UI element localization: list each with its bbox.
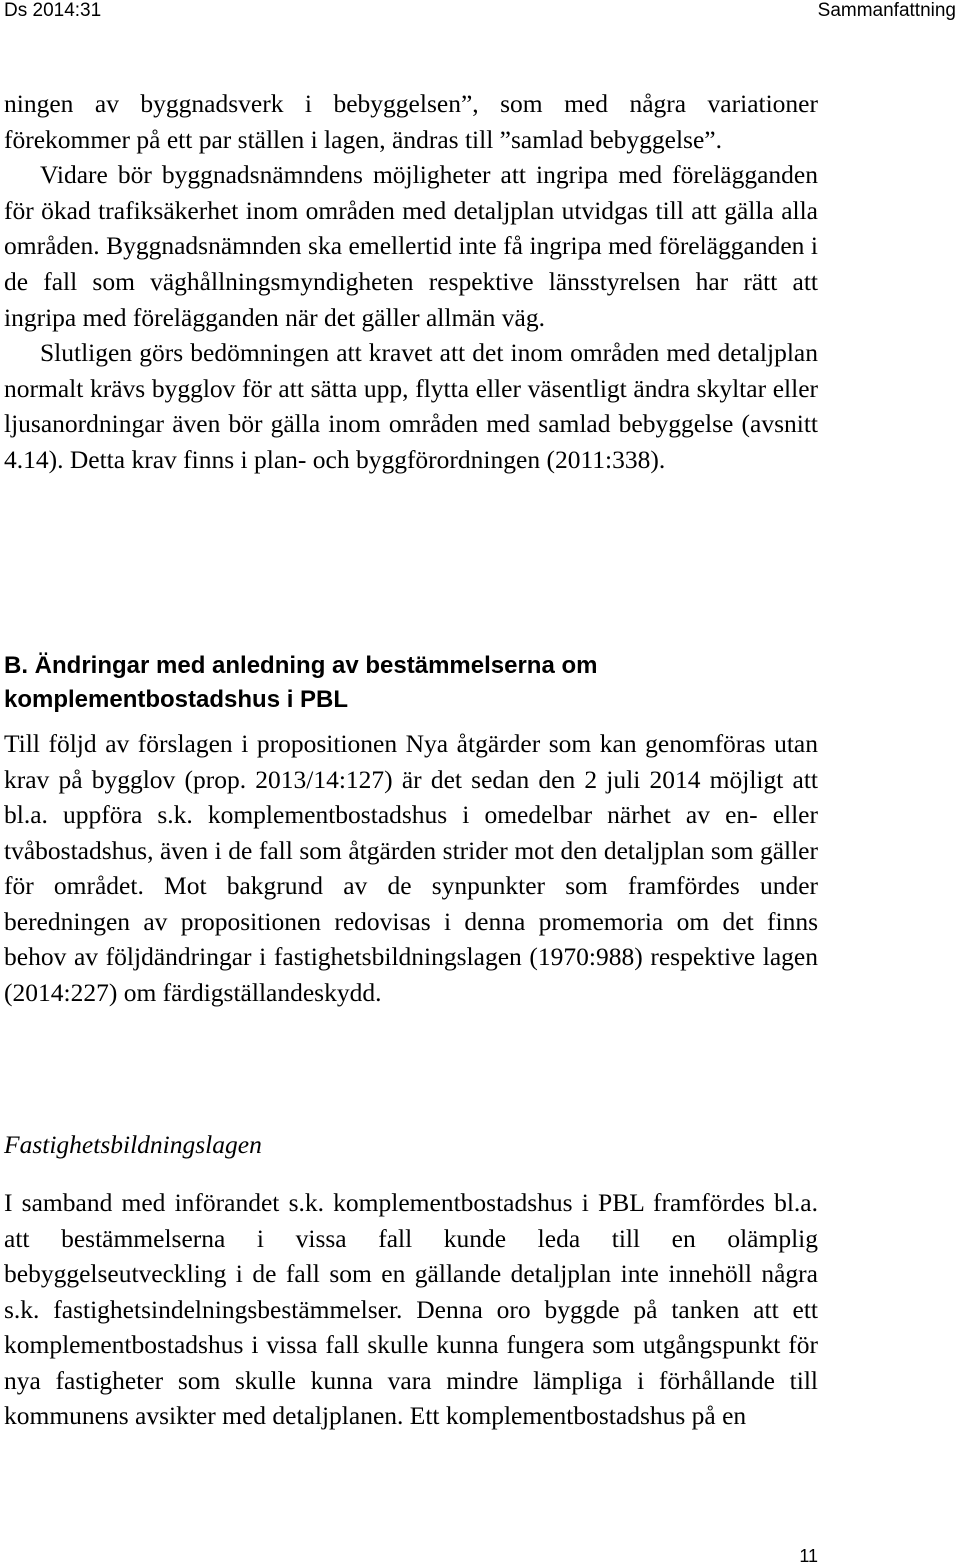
- header-document-id: Ds 2014:31: [4, 0, 102, 21]
- section-heading: B. Ändringar med anledning av bestämmelserna om komplementbostadshus i PBL: [4, 652, 598, 713]
- section-a-text: [4, 86, 818, 478]
- section-b-text: [4, 726, 818, 1010]
- paragraph: ningen av byggnadsverk i bebyggelsen”, som med några variationer förekommer på ett par ställen i lagen, ändras till ”samlad bebyggelse”.: [4, 89, 818, 154]
- subsection-heading: Fastighetsbildningslagen: [4, 1130, 262, 1159]
- paragraph: I samband med införandet s.k. komplementbostadshus i PBL framfördes bl.a. att bestämmelserna i vissa fall kunde leda till en olämplig bebyggelseutveckling i de fall som en gällande detaljplan inte innehöll några s.k. fastighetsindelningsbestämmelser. Denna oro byggde på tanken att ett komplementbostadshus i vissa fall skulle kunna fungera som utgångspunkt för nya fastigheter som skulle kunna vara mindre lämpliga i förhållande till kommunens avsikter med detaljplanen. Ett komplementbostadshus på en: [4, 1188, 818, 1430]
- subsection-text: [4, 1185, 818, 1434]
- paragraph: Vidare bör byggnadsnämndens möjligheter att ingripa med förelägganden för ökad trafiksäkerhet inom områden med detaljplan utvidgas till att gälla alla områden. Byggnadsnämnden ska emellertid inte få ingripa med förelägganden i de fall som väghållningsmyndigheten respektive länsstyrelsen har rätt att ingripa med förelägganden när det gäller allmän väg.: [4, 160, 818, 332]
- paragraph: Till följd av förslagen i propositionen Nya åtgärder som kan genomföras utan krav på bygglov (prop. 2013/14:127) är det sedan den 2 juli 2014 möjligt att bl.a. uppföra s.k. komplementbostadshus i omedelbar närhet av en- eller tvåbostadshus, även i de fall som åtgärden strider mot den detaljplan som gäller för området. Mot bakgrund av de synpunkter som framfördes under beredningen av propositionen redovisas i denna promemoria om det finns behov av följdändringar i fastighetsbildningslagen (1970:988) respektive lagen (2014:227) om färdigställandeskydd.: [4, 729, 818, 1007]
- page-number: 11: [799, 1546, 818, 1566]
- paragraph: Slutligen görs bedömningen att kravet att det inom områden med detaljplan normalt krävs bygglov för att sätta upp, flytta eller väsentligt ändra skyltar eller ljusanordningar även bör gälla inom områden med samlad bebyggelse (avsnitt 4.14). Detta krav finns i plan- och byggförordningen (2011:338).: [4, 338, 818, 474]
- header-section-title: Sammanfattning: [817, 0, 956, 21]
